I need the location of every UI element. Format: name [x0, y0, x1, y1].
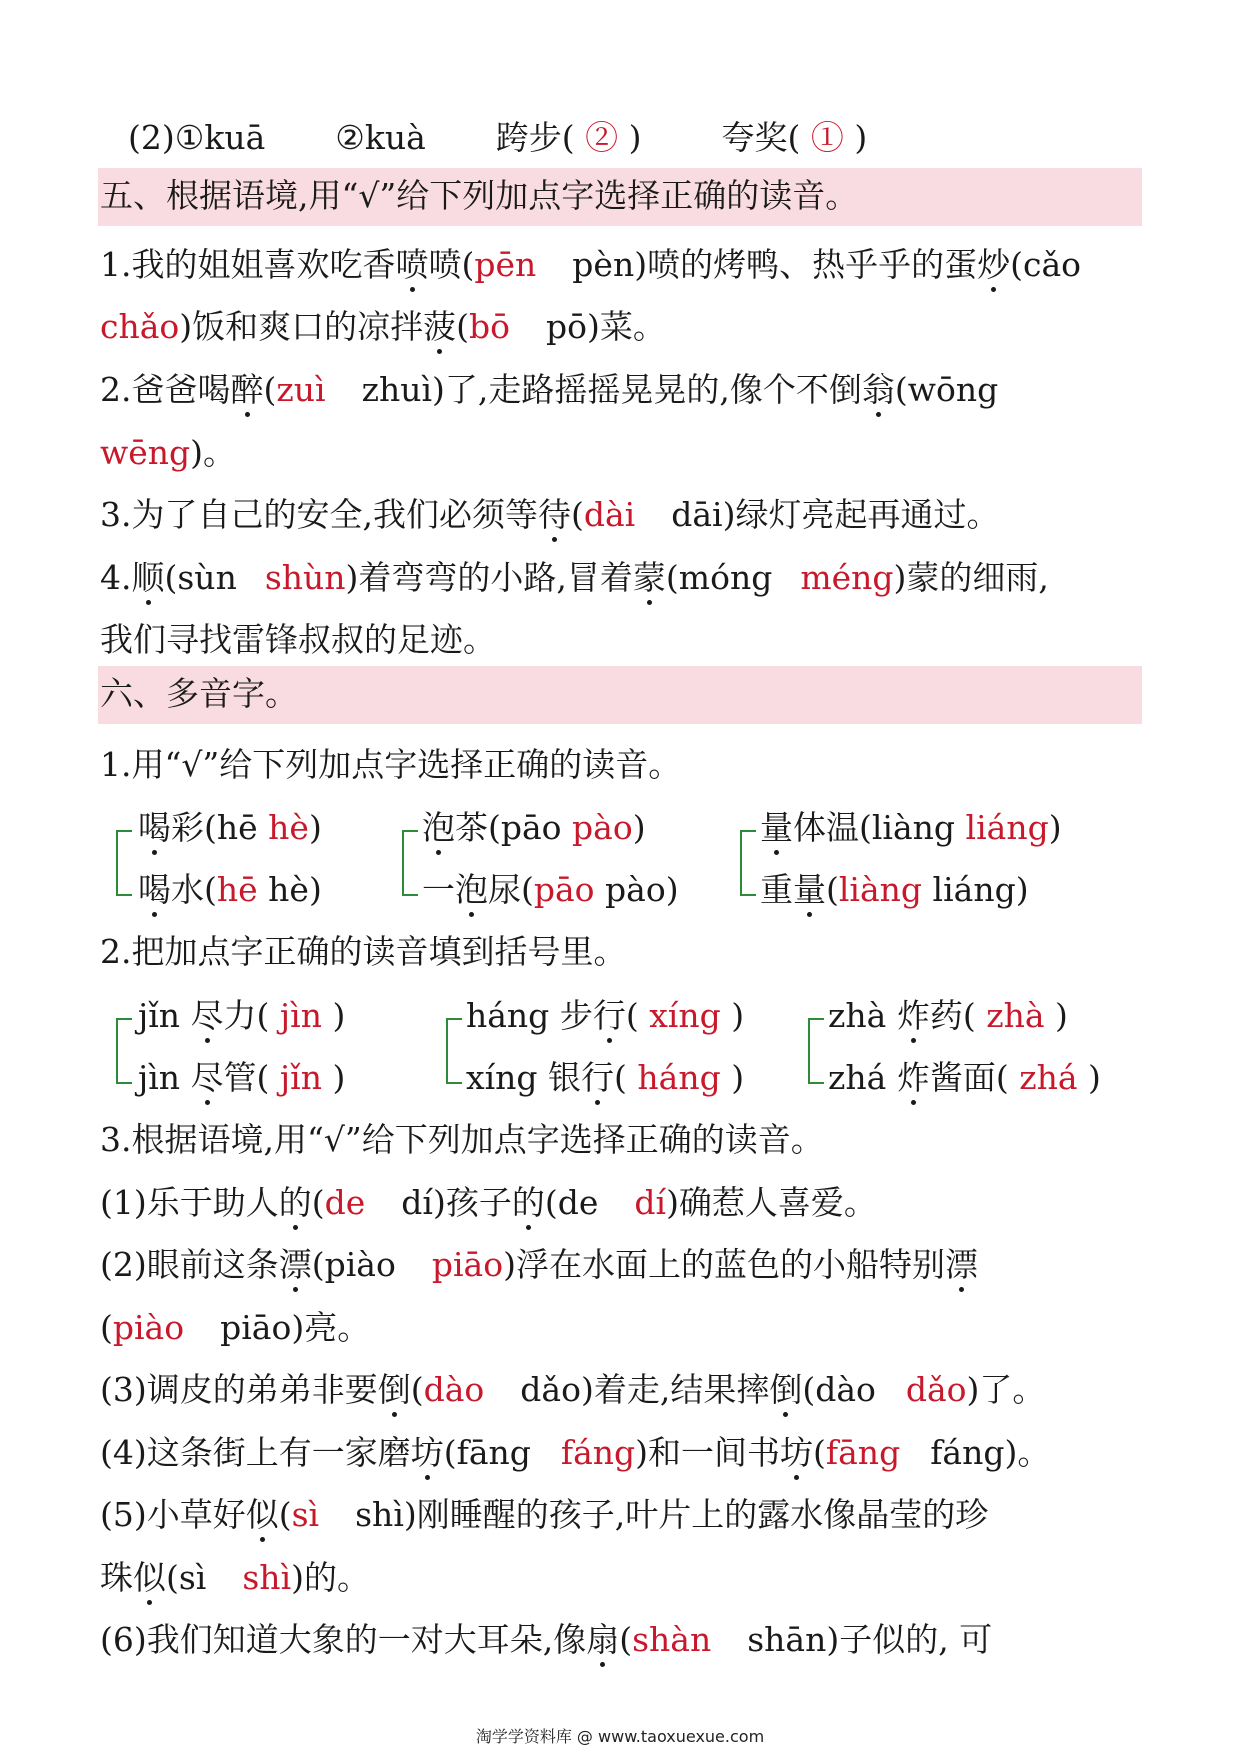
- poly-group-he: [138, 808, 322, 909]
- text: 力(: [223, 996, 270, 1035]
- answer: jìn: [279, 996, 322, 1035]
- text: (móng: [665, 558, 773, 597]
- dotted-char: 尽: [190, 1058, 224, 1097]
- fill-group-xing: [466, 996, 745, 1097]
- bracket: [740, 830, 756, 896]
- answer: hè: [268, 808, 309, 847]
- s6-c3: [100, 1370, 1045, 1410]
- answer: pēn: [474, 245, 537, 284]
- answer: piāo: [431, 1245, 504, 1284]
- text: 2.把加点字正确的读音填到括号里。: [100, 932, 627, 971]
- bracket: [402, 830, 418, 896]
- text: (: [614, 1058, 627, 1097]
- s5-q4-line1: [100, 558, 1049, 598]
- s6-c2b: [100, 1308, 370, 1348]
- answer: háng: [637, 1058, 721, 1097]
- text: )和一间书: [635, 1433, 781, 1472]
- poly-group-liang: [760, 808, 1062, 909]
- dotted-char: 炒: [977, 245, 1011, 284]
- text: 酱面(: [929, 1058, 1009, 1097]
- text: 1.用“√”给下列加点字选择正确的读音。: [100, 745, 682, 784]
- text: 体温(liàng: [793, 808, 966, 847]
- answer: dào: [423, 1370, 485, 1409]
- text: (cǎo: [1010, 245, 1081, 284]
- text: ): [1048, 808, 1062, 847]
- pinyin: háng: [466, 996, 550, 1035]
- text: (dào: [802, 1370, 876, 1409]
- s5-q2-line2: [100, 433, 236, 473]
- text: liáng): [922, 870, 1029, 909]
- dotted-char: 炸: [896, 1058, 930, 1097]
- text: 1.我的姐姐喜欢吃香: [100, 245, 396, 284]
- answer: zhà: [986, 996, 1045, 1035]
- text: (: [278, 1495, 292, 1534]
- answer-kuajiang: ①: [810, 118, 844, 157]
- text: shān)子似的, 可: [747, 1620, 993, 1659]
- text: pèn)喷的烤鸭、热乎乎的蛋: [572, 245, 978, 284]
- text: ): [332, 1058, 346, 1097]
- text: 步: [559, 996, 593, 1035]
- text: (sùn: [164, 558, 237, 597]
- text: (6)我们知道大象的一对大耳朵,像: [100, 1620, 587, 1659]
- dotted-char: 似: [133, 1558, 166, 1597]
- s5-q4-line2: [100, 620, 496, 660]
- pinyin: zhá: [828, 1058, 887, 1097]
- s5-q1-line2: [100, 307, 666, 347]
- text: (5)小草好: [100, 1495, 246, 1534]
- pinyin: jǐn: [138, 996, 181, 1035]
- text: 重: [760, 870, 793, 909]
- s6-p3: [100, 1120, 824, 1160]
- text: )的。: [291, 1558, 370, 1597]
- text: ): [1055, 996, 1068, 1035]
- text: 茶(pāo: [455, 808, 573, 847]
- s6-c6: [100, 1620, 992, 1660]
- text: )饭和爽口的凉拌: [179, 307, 424, 346]
- text: 喷(: [428, 245, 475, 284]
- text: )着弯弯的小路,冒着: [345, 558, 633, 597]
- text: 珠: [100, 1558, 133, 1597]
- text: pō)菜。: [546, 307, 666, 346]
- s6-p1: [100, 745, 681, 785]
- answer: fáng: [560, 1433, 636, 1472]
- pinyin: jìn: [138, 1058, 181, 1097]
- text: (1)乐于助人: [100, 1183, 279, 1222]
- dotted-char: 醉: [230, 370, 264, 409]
- answer: shì: [242, 1558, 292, 1597]
- answer: piào: [112, 1308, 185, 1347]
- bracket-close: ): [628, 118, 642, 157]
- dotted-char: 行: [592, 996, 626, 1035]
- bracket-close: ): [854, 118, 868, 157]
- dotted-char: 量: [760, 808, 793, 847]
- section-6-title: 六、多音字。: [100, 674, 298, 713]
- s6-p2: [100, 932, 627, 972]
- fill-group-zha: [828, 996, 1101, 1097]
- text: ): [731, 996, 745, 1035]
- text: (: [311, 1183, 325, 1222]
- text: (sì: [166, 1558, 207, 1597]
- text: zhuì)了,走路摇摇晃晃的,像个不倒: [361, 370, 862, 409]
- s6-c5: [100, 1495, 988, 1535]
- answer: méng: [800, 558, 894, 597]
- text: (: [100, 1308, 113, 1347]
- text: (4)这条街上有一家磨: [100, 1433, 411, 1472]
- text: )蒙的细雨,: [893, 558, 1049, 597]
- option-kua4: ②kuà: [335, 118, 426, 157]
- text: )确惹人喜爱。: [666, 1183, 877, 1222]
- dotted-char: 似: [245, 1495, 279, 1534]
- text: 水(: [171, 870, 217, 909]
- dotted-char: 蒙: [632, 558, 666, 597]
- text: 4.: [100, 558, 132, 597]
- text: (wōng: [894, 370, 999, 409]
- dotted-char: 倒: [377, 1370, 411, 1409]
- dotted-char: 漂: [278, 1245, 312, 1284]
- answer: liáng: [965, 808, 1049, 847]
- s6-c5b: [100, 1558, 370, 1598]
- dotted-char: 待: [537, 495, 571, 534]
- text: ): [632, 808, 646, 847]
- bracket: [808, 1018, 824, 1084]
- answer: bō: [469, 307, 511, 346]
- text: dí)孩子: [401, 1183, 512, 1222]
- answer: zuì: [276, 370, 326, 409]
- text: (: [570, 495, 584, 534]
- answer: dài: [583, 495, 636, 534]
- answer: liàng: [838, 870, 923, 909]
- section-5-header: [98, 168, 1142, 226]
- answer: sì: [291, 1495, 320, 1534]
- text: dāi)绿灯亮起再通过。: [671, 495, 1000, 534]
- bracket: [446, 1018, 462, 1084]
- dotted-char: 坊: [410, 1433, 444, 1472]
- fill-group-jin: [138, 996, 346, 1097]
- word-kuabu: 跨步(: [495, 118, 575, 157]
- text: (: [619, 1620, 633, 1659]
- dotted-char: 喝: [138, 870, 171, 909]
- text: hè): [257, 870, 322, 909]
- text: (: [826, 870, 839, 909]
- text: ): [308, 808, 322, 847]
- poly-group-pao: [422, 808, 679, 909]
- pinyin: zhà: [828, 996, 887, 1035]
- text: ): [332, 996, 346, 1035]
- text: )了。: [966, 1370, 1046, 1409]
- text: piāo)亮。: [220, 1308, 371, 1347]
- text: ): [1088, 1058, 1101, 1097]
- word-kuajiang: 夸奖(: [721, 118, 801, 157]
- text: 我们寻找雷锋叔叔的足迹。: [100, 620, 496, 659]
- answer: shùn: [264, 558, 346, 597]
- answer-kuabu: ②: [585, 118, 619, 157]
- bracket: [116, 1018, 132, 1084]
- text: 2.爸爸喝: [100, 370, 231, 409]
- s6-c4: [100, 1433, 1050, 1473]
- text: (piào: [311, 1245, 396, 1284]
- s6-c2: [100, 1245, 978, 1285]
- dotted-char: 坊: [780, 1433, 814, 1472]
- dotted-char: 喝: [138, 808, 171, 847]
- text: (: [813, 1433, 826, 1472]
- text: 尿(: [488, 870, 534, 909]
- text: 药(: [929, 996, 976, 1035]
- dotted-char: 倒: [769, 1370, 803, 1409]
- text: 3.为了自己的安全,我们必须等: [100, 495, 538, 534]
- text: )浮在水面上的蓝色的小船特别: [503, 1245, 945, 1284]
- answer: wēng: [100, 433, 191, 472]
- dotted-char: 扇: [586, 1620, 620, 1659]
- answer-line-kua: [128, 118, 867, 158]
- text: (: [263, 370, 277, 409]
- text: pào): [594, 870, 679, 909]
- section-6-header: [98, 666, 1142, 724]
- dotted-char: 喷: [395, 245, 429, 284]
- dotted-char: 尽: [190, 996, 224, 1035]
- dotted-char: 炸: [896, 996, 930, 1035]
- text: dǎo)着走,结果摔: [520, 1370, 770, 1409]
- answer: shàn: [632, 1620, 712, 1659]
- dotted-char: 泡: [422, 808, 455, 847]
- text: 银: [548, 1058, 582, 1097]
- s5-q3: [100, 495, 999, 535]
- footer-watermark: 淘学学资料库 @ www.taoxuexue.com: [475, 1727, 765, 1746]
- dotted-char: 泡: [455, 870, 488, 909]
- bracket: [116, 830, 132, 896]
- pinyin: xíng: [466, 1058, 538, 1097]
- text: 一: [422, 870, 455, 909]
- answer: jǐn: [279, 1058, 322, 1097]
- answer: zhá: [1019, 1058, 1078, 1097]
- dotted-char: 翁: [861, 370, 895, 409]
- answer: dǎo: [905, 1370, 967, 1409]
- text: 3.根据语境,用“√”给下列加点字选择正确的读音。: [100, 1120, 824, 1159]
- s5-q2-line1: [100, 370, 998, 410]
- answer: xíng: [649, 996, 721, 1035]
- text: (: [410, 1370, 424, 1409]
- section-5-title: 五、根据语境,用“√”给下列加点字选择正确的读音。: [100, 176, 859, 215]
- text: (2)眼前这条: [100, 1245, 279, 1284]
- dotted-char: 漂: [944, 1245, 978, 1284]
- text: (de: [544, 1183, 599, 1222]
- answer: de: [324, 1183, 366, 1222]
- answer: fāng: [825, 1433, 901, 1472]
- s5-q1-line1: [100, 245, 1081, 285]
- dotted-char: 顺: [131, 558, 165, 597]
- dotted-char: 的: [278, 1183, 312, 1222]
- text: (fāng: [443, 1433, 531, 1472]
- dotted-char: 的: [511, 1183, 545, 1222]
- text: (: [625, 996, 639, 1035]
- dotted-char: 菠: [423, 307, 457, 346]
- dotted-char: 量: [793, 870, 826, 909]
- answer: chǎo: [100, 307, 180, 346]
- text: (: [456, 307, 470, 346]
- text: 管(: [223, 1058, 270, 1097]
- answer: pào: [572, 808, 633, 847]
- s6-c1: [100, 1183, 877, 1223]
- answer: dí: [634, 1183, 667, 1222]
- text: ): [731, 1058, 745, 1097]
- answer: hē: [216, 870, 258, 909]
- text: (3)调皮的弟弟非要: [100, 1370, 378, 1409]
- answer: pāo: [533, 870, 595, 909]
- dotted-char: 行: [581, 1058, 615, 1097]
- text: 彩(hē: [171, 808, 269, 847]
- text: )。: [190, 433, 237, 472]
- text: shì)刚睡醒的孩子,叶片上的露水像晶莹的珍: [355, 1495, 989, 1534]
- option-kua1: (2)①kuā: [128, 118, 266, 157]
- text: fáng)。: [930, 1433, 1051, 1472]
